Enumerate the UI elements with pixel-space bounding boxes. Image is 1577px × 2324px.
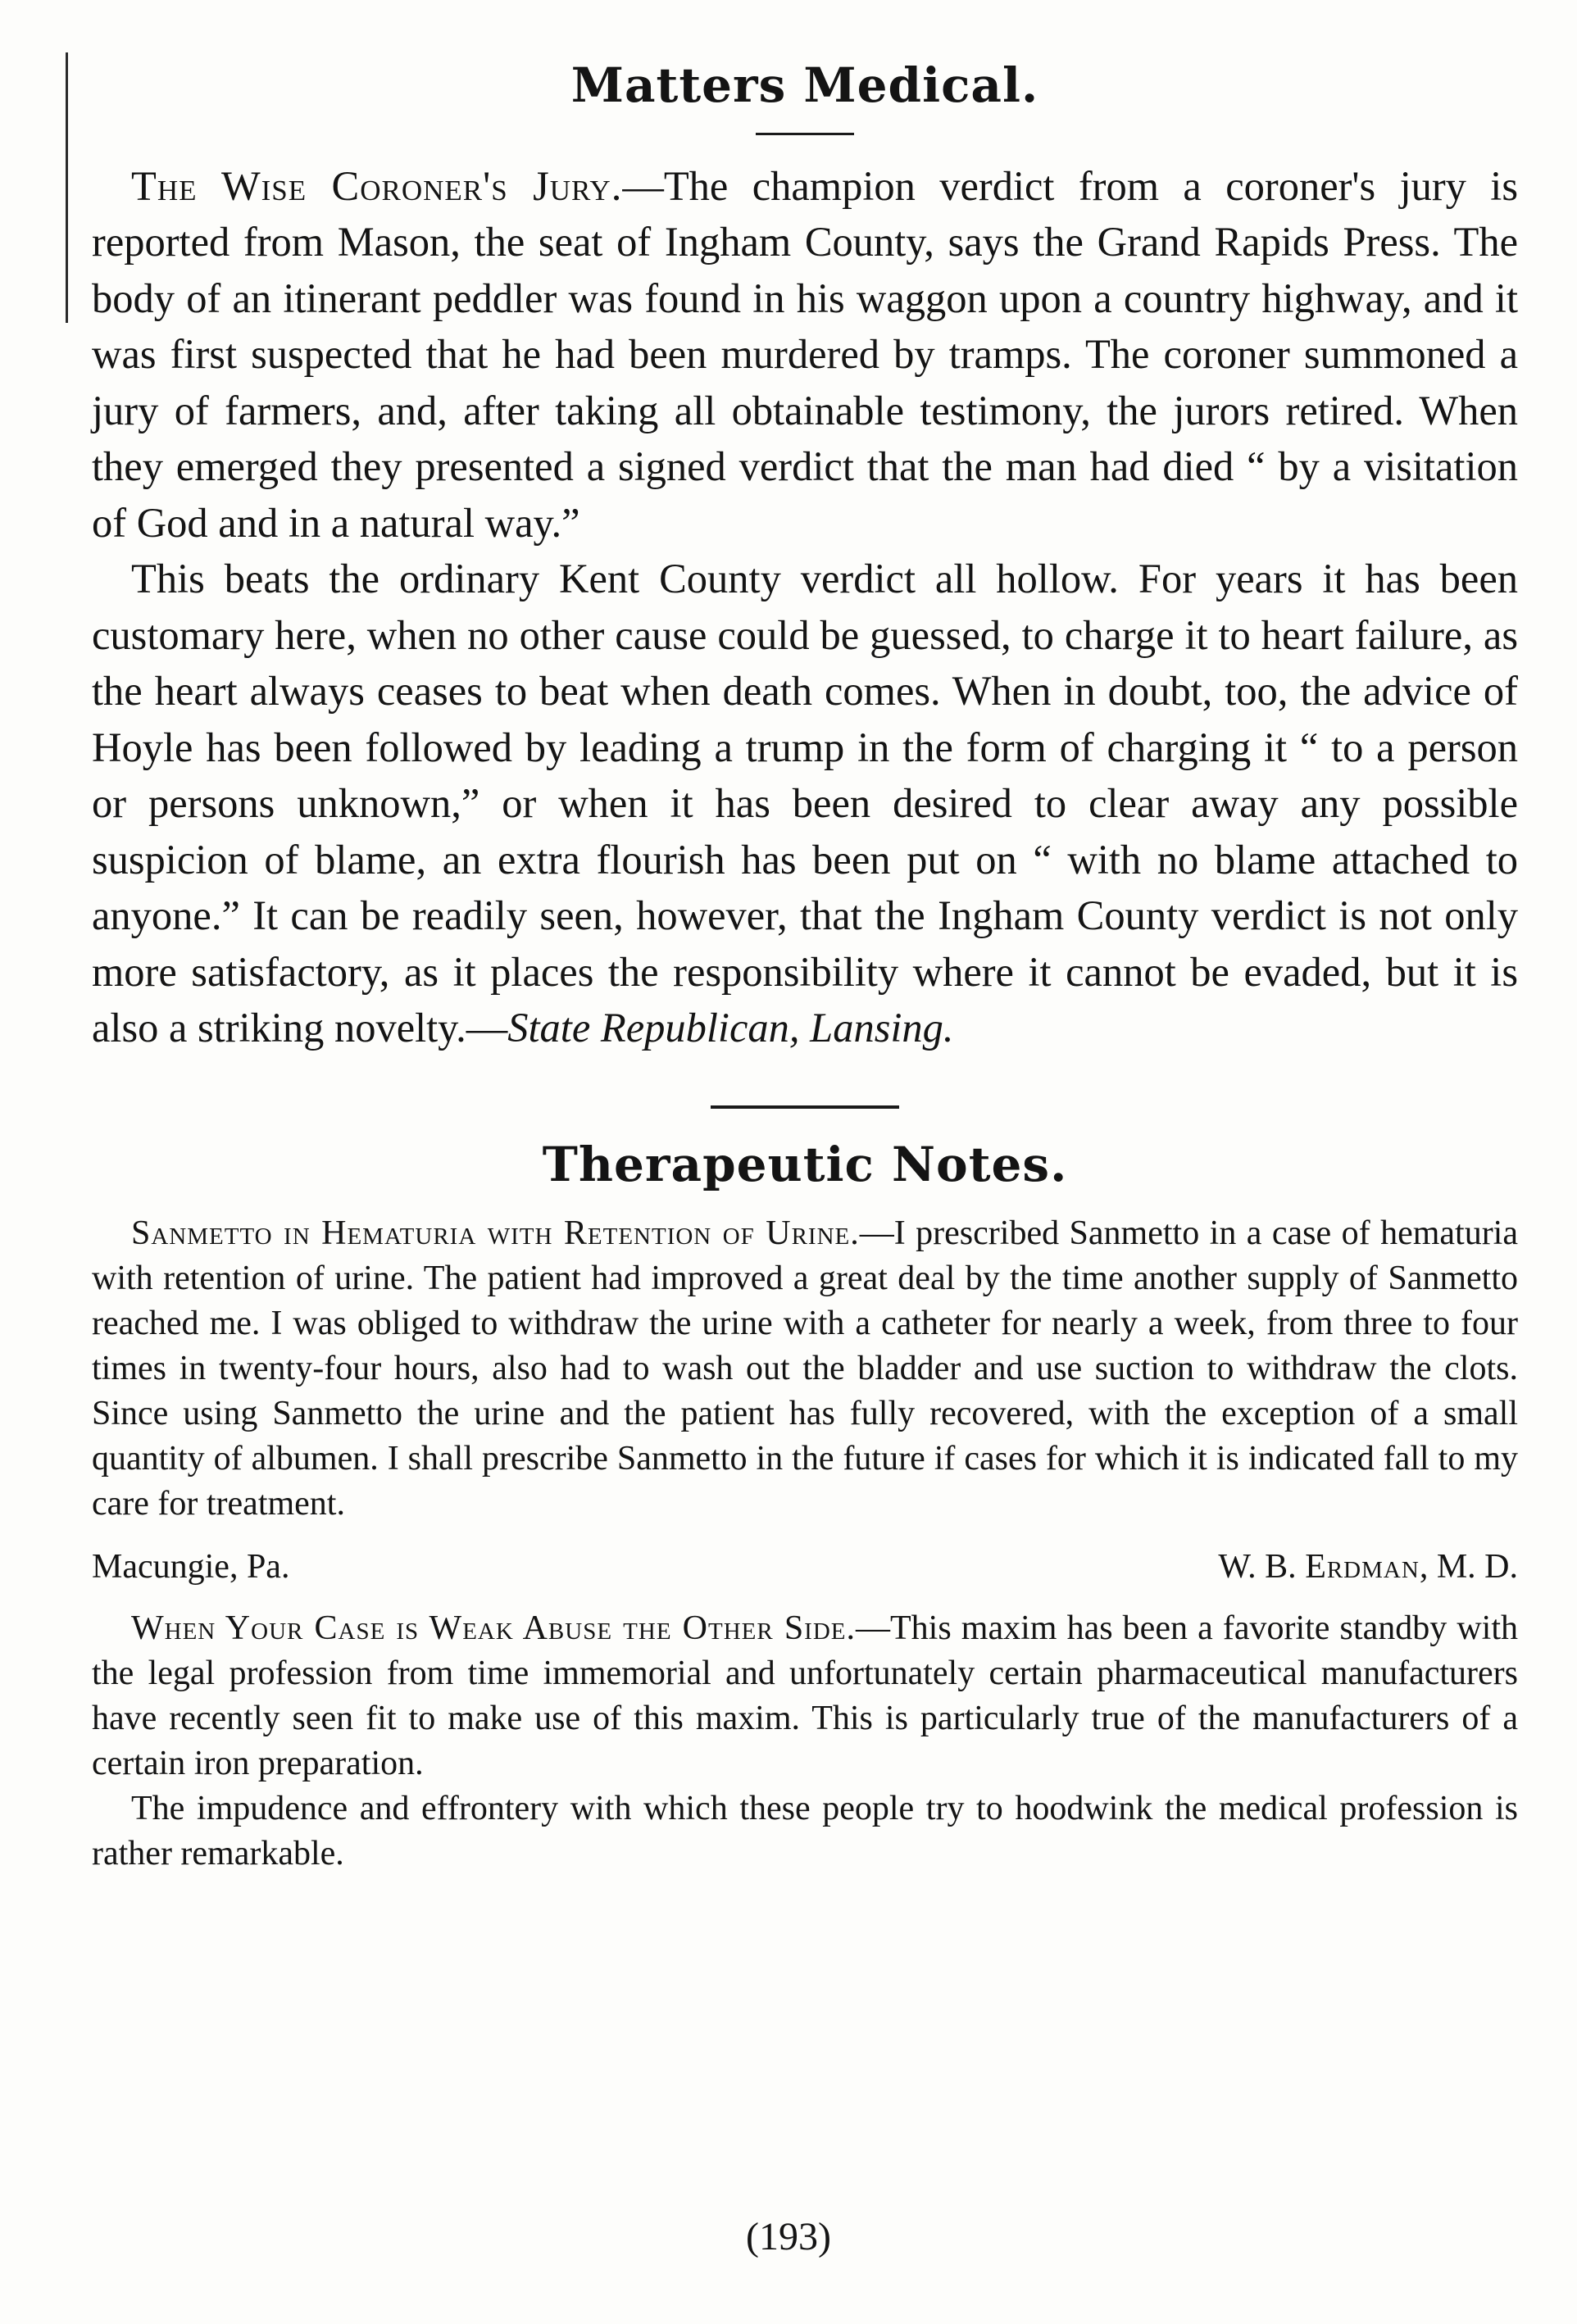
heading-divider (756, 133, 854, 135)
margin-rule (66, 52, 68, 323)
section-divider (711, 1105, 899, 1109)
source-dash: — (466, 1005, 508, 1051)
signature-location: Macungie, Pa. (92, 1548, 290, 1586)
title-dash: — (622, 162, 664, 209)
article-text: This beats the ordinary Kent County verdict all hollow. For years it has been customary here, when no other cause could be guessed, to charge it to heart failure, as the heart always ceases to beat when death comes. When in doubt, too, the advice of Hoyle has been followed by leading a trump in the form of charging it “ to a person or persons unknown,” or when it has been desired to clear away any possible suspicion of blame, an extra flourish has been put on “ with no blame attached to anyone.” It can be readily seen, however, that the Ingham County verdict is not only more satisfactory, as it places the responsibility where it cannot be evaded, but it is also a striking novelty. (92, 556, 1518, 1051)
section-heading-matters-medical: Matters Medical. (570, 57, 1039, 113)
author-initials: W. B. (1218, 1548, 1297, 1586)
article-when-your-case-is-weak-p1 (92, 1606, 1518, 1786)
article-text: This maxim has been a favorite standby with the legal profession from time immemorial and unfortunately certain pharmaceutical manufacturers have recently seen fit to make use of this maxim. This is particularly true of the manufacturers of a certain iron preparation. (92, 1609, 1519, 1783)
article-source: State Republican, Lansing. (507, 1005, 954, 1051)
article-signature (92, 1545, 1518, 1590)
article-sanmetto (92, 1211, 1518, 1527)
page-content (92, 57, 1518, 1877)
author-surname: Erdman (1305, 1548, 1420, 1586)
article-when-your-case-is-weak-p2 (92, 1786, 1518, 1877)
article-wise-coroners-jury-p1 (92, 158, 1518, 551)
page-number: (193) (746, 2215, 831, 2258)
title-dash: — (856, 1609, 891, 1648)
article-text: The impudence and effrontery with which these people try to hoodwink the medical profession is rather remarkable. (92, 1790, 1518, 1873)
article-text: The champion verdict from a coroner's jury is reported from Mason, the seat of Ingham County, says the Grand Rapids Press. The body of an itinerant peddler was found in his waggon upon a country highway, and it was first suspected that he had been murdered by tramps. The coroner summoned a jury of farmers, and, after taking all obtainable testimony, the jurors retired. When they emerged they presented a signed verdict that the man had died “ by a visitation of God and in a natural way.” (92, 162, 1518, 546)
article-wise-coroners-jury-p2 (92, 551, 1518, 1056)
section-heading-therapeutic-notes: Therapeutic Notes. (542, 1136, 1068, 1192)
article-text: I prescribed Sanmetto in a case of hematuria with retention of urine. The patient had improved a great deal by the time another supply of Sanmetto reached me. I was obliged to withdraw the urine with a catheter for nearly a week, from three to four times in twenty-four hours, also had to wash out the bladder and use suction to withdraw the clots. Since using Sanmetto the urine and the patient has fully recovered, with the exception of a small quantity of albumen. I shall prescribe Sanmetto in the future if cases for which it is indicated fall to my care for treatment. (92, 1214, 1518, 1523)
article-title: Sanmetto in Hematuria with Retention of Urine. (131, 1214, 860, 1253)
article-title: When Your Case is Weak Abuse the Other Side. (131, 1609, 857, 1648)
article-title: The Wise Coroner's Jury. (131, 162, 623, 209)
signature-author (1218, 1545, 1518, 1590)
title-dash: — (859, 1214, 894, 1253)
author-suffix: , M. D. (1419, 1548, 1518, 1586)
